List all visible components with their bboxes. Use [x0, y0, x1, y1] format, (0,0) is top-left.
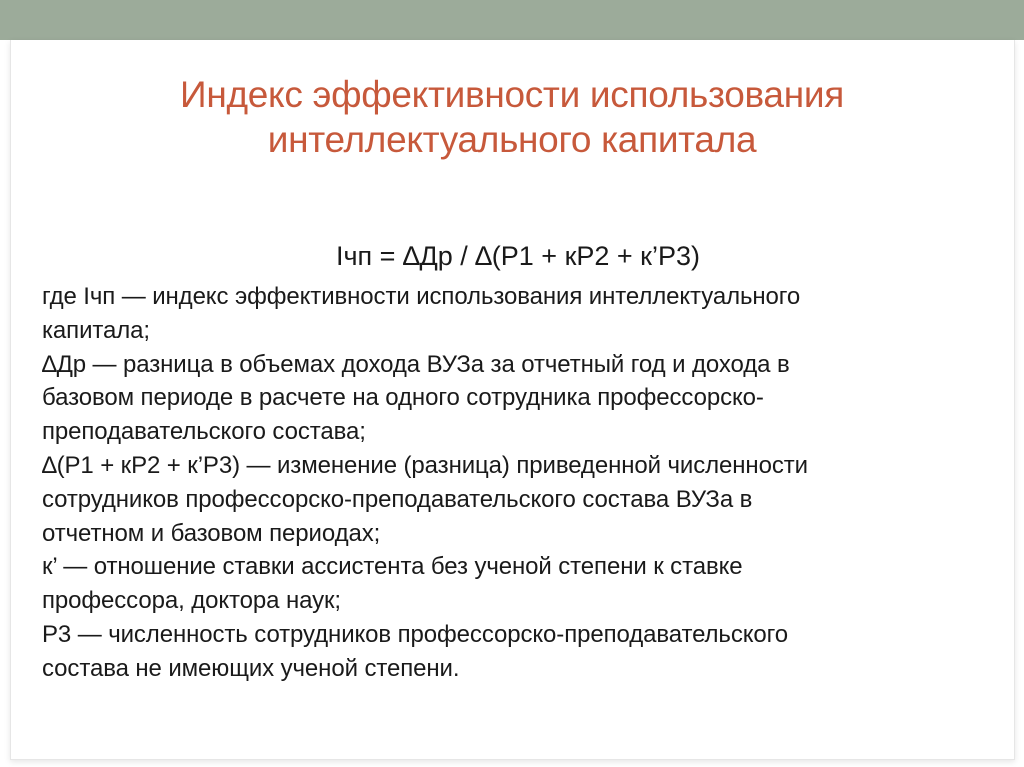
formula: Iчп = ∆Др / ∆(Р1 + кР2 + к’Р3)	[335, 241, 701, 271]
slide-title-line-2: интеллектуального капитала	[267, 119, 757, 160]
text-line: профессора, доктора наук;	[42, 587, 341, 615]
top-accent-bar	[0, 0, 1024, 40]
text-line: к’ — отношение ставки ассистента без ученой степени к ставке	[42, 553, 743, 581]
slide-title-line-1: Индекс эффективности использования	[180, 74, 844, 115]
text-line: сотрудников профессорско-преподавательского состава ВУЗа в	[42, 485, 753, 513]
text-line: Р3 — численность сотрудников профессорско-преподавательского	[42, 620, 789, 648]
definitions-text	[42, 280, 987, 686]
text-line: ∆Др — разница в объемах дохода ВУЗа за отчетный год и дохода в	[42, 350, 790, 378]
text-line: отчетном и базовом периодах;	[42, 519, 381, 547]
text-line: состава не имеющих ученой степени.	[42, 654, 460, 682]
text-line: где Iчп — индекс эффективности использования интеллектуального	[42, 283, 801, 310]
text-line: базовом периоде в расчете на одного сотрудника профессорско-	[42, 384, 764, 412]
slide-title	[60, 72, 964, 162]
text-line: капитала;	[42, 316, 150, 344]
text-line: преподавательского состава;	[42, 418, 366, 446]
text-line: ∆(Р1 + кР2 + к’Р3) — изменение (разница) приведенной численности	[42, 451, 808, 479]
